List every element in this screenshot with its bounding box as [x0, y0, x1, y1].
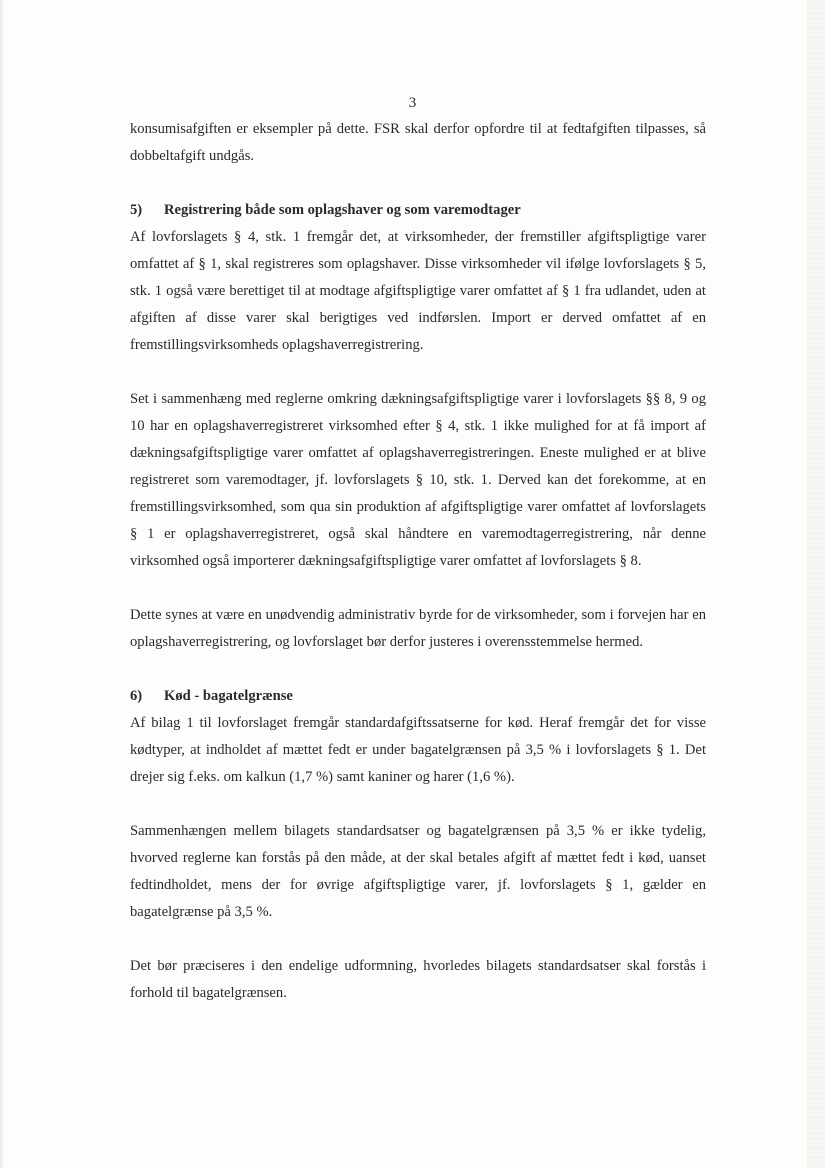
paragraph: Af bilag 1 til lovforslaget fremgår standardafgiftssatserne for kød. Heraf fremgår det for visse kødtyper, at indholdet af mættet fedt er under bagatelgrænsen på 3,5 % i lovforslagets § 1. Det drejer sig f.eks. om kalkun (1,7 %) samt kaniner og harer (1,6 %).	[130, 715, 706, 785]
scan-edge-right	[807, 0, 825, 1168]
section-title: Registrering både som oplagshaver og som varemodtager	[164, 202, 521, 218]
document-body	[130, 116, 706, 1007]
paragraph-gap	[130, 575, 706, 602]
scan-edge-left	[0, 0, 4, 1168]
section-title: Kød - bagatelgrænse	[164, 688, 293, 704]
paragraph-gap	[130, 791, 706, 818]
paragraph: Set i sammenhæng med reglerne omkring dækningsafgiftspligtige varer i lovforslagets §§ 8, 9 og 10 har en oplagshaverregistreret virksomhed efter § 4, stk. 1 ikke mulighed for at få import af dækningsafgiftspligtige varer omfattet af oplagshaverregistreringen. Eneste mulighed er at blive registreret som varemodtager, jf. lovforslagets § 10, stk. 1. Derved kan det forekomme, at en fremstillingsvirksomhed, som qua sin produktion af afgiftspligtige varer omfattet af lovforslagets § 1 er oplagshaverregistreret, også skal håndtere en varemodtagerregistrering, når denne virksomhed også importerer dækningsafgiftspligtige varer omfattet af lovforslagets § 8.	[130, 391, 706, 569]
section-heading-5	[130, 197, 706, 224]
paragraph-gap	[130, 170, 706, 197]
section-number: 6)	[130, 688, 143, 704]
paragraph: Sammenhængen mellem bilagets standardsatser og bagatelgrænsen på 3,5 % er ikke tydelig, hvorved reglerne kan forstås på den måde, at der skal betales afgift af mættet fedt i kød, uanset fedtindholdet, mens der for øvrige afgiftspligtige varer, jf. lovforslagets § 1, gælder en bagatelgrænse på 3,5 %.	[130, 823, 706, 920]
page-number: 3	[408, 95, 417, 111]
paragraph-continuation: konsumisafgiften er eksempler på dette. FSR skal derfor opfordre til at fedtafgiften tilpasses, så dobbeltafgift undgås.	[130, 121, 706, 164]
paragraph-gap	[130, 656, 706, 683]
paragraph-gap	[130, 359, 706, 386]
section-number: 5)	[130, 202, 143, 218]
paragraph-gap	[130, 926, 706, 953]
paragraph: Af lovforslagets § 4, stk. 1 fremgår det, at virksomheder, der fremstiller afgiftspligtige varer omfattet af § 1, skal registreres som oplagshaver. Disse virksomheder vil ifølge lovforslagets § 5, stk. 1 også være berettiget til at modtage afgiftspligtige varer omfattet af § 1 fra udlandet, uden at afgiften af disse varer skal berigtiges ved indførslen. Import er derved omfattet af en fremstillingsvirksomheds oplagshaverregistrering.	[130, 229, 706, 353]
paragraph: Det bør præciseres i den endelige udformning, hvorledes bilagets standardsatser skal forstås i forhold til bagatelgrænsen.	[130, 958, 706, 1001]
paragraph: Dette synes at være en unødvendig administrativ byrde for de virksomheder, som i forvejen har en oplagshaverregistrering, og lovforslaget bør derfor justeres i overensstemmelse hermed.	[130, 607, 706, 650]
section-heading-6	[130, 683, 706, 710]
